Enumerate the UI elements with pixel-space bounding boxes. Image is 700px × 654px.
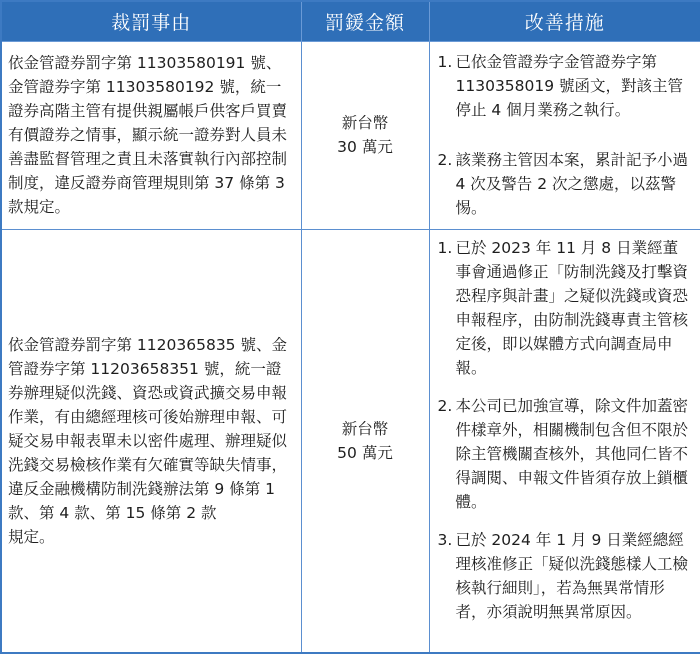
table-row (1, 229, 700, 653)
reason-text: 依金管證券罰字第 11303580191 號、金管證券字第 11303580192 號，統一證券高階主管有提供親屬帳戶供客戶買賣有價證券之情事，顯示統一證券對人員未善盡監督管理之責且未落實執行內部控制制度，違反證券商管理規則第 37 條第 3 款規定。 (8, 54, 288, 216)
reason-text: 依金管證券罰字第 1120365835 號、金管證券字第 11203658351 號，統一證券辦理疑似洗錢、資恐或資武擴交易申報作業，有由總經理核可後始辦理申報、可疑交易申報表單未以密件處理、辦理疑似洗錢交易檢核作業有欠確實等缺失情事，違反金融機構防制洗錢辦法第 9 條第 1 款、第 4 款、第 15 條第 2 款 (8, 335, 288, 522)
amount-currency: 新台幣 (341, 419, 389, 438)
measure-item (438, 50, 693, 122)
reason-cell (1, 41, 301, 229)
measure-text: 本公司已加強宣導，除文件加蓋密件樣章外，相關機制包含但不限於除主管機關查核外，其他同仁皆不得調閱、申報文件皆須存放上鎖櫃體。 (455, 396, 689, 511)
measure-text: 已於 2024 年 1 月 9 日業經總經理核准修正「疑似洗錢態樣人工檢核執行細則」，若為無異常情形者，亦須說明無異常原因。 (455, 530, 689, 621)
reason-cell (1, 229, 301, 653)
measure-item (438, 148, 693, 220)
measure-number: 3. (437, 530, 453, 549)
amount-currency: 新台幣 (341, 114, 389, 132)
measure-text: 已於 2023 年 11 月 8 日業經董事會通過修正「防制洗錢及打擊資恐程序與計畫」之疑似洗錢或資恐申報程序，由防制洗錢專責主管核定後，即以媒體方式向調查局申報。 (455, 238, 689, 377)
measures-cell (429, 41, 700, 229)
amount-cell (301, 41, 429, 229)
measure-text: 該業務主管因本案，累計記予小過 4 次及警告 2 次之懲處，以茲警惕。 (455, 150, 689, 217)
header-reason: 裁罰事由 (1, 1, 301, 41)
reason-text-tail: 規定。 (8, 527, 55, 546)
header-amount: 罰鍰金額 (301, 1, 429, 41)
amount-value: 50 萬元 (337, 443, 393, 462)
measure-item (438, 394, 693, 514)
measures-cell (429, 229, 700, 653)
amount-value: 30 萬元 (337, 138, 393, 156)
measure-item (438, 528, 693, 624)
measure-item (438, 236, 693, 380)
table-header-row (1, 1, 700, 41)
header-measures: 改善措施 (429, 1, 700, 41)
amount-cell (301, 229, 429, 653)
measure-text: 已依金管證券字金管證券字第 1130358019 號函文，對該主管停止 4 個月業務之執行。 (455, 52, 684, 119)
measure-number: 1. (437, 52, 453, 71)
measure-number: 2. (437, 396, 453, 415)
measure-number: 2. (437, 150, 453, 169)
table-row (1, 41, 700, 229)
measure-number: 1. (437, 238, 453, 257)
